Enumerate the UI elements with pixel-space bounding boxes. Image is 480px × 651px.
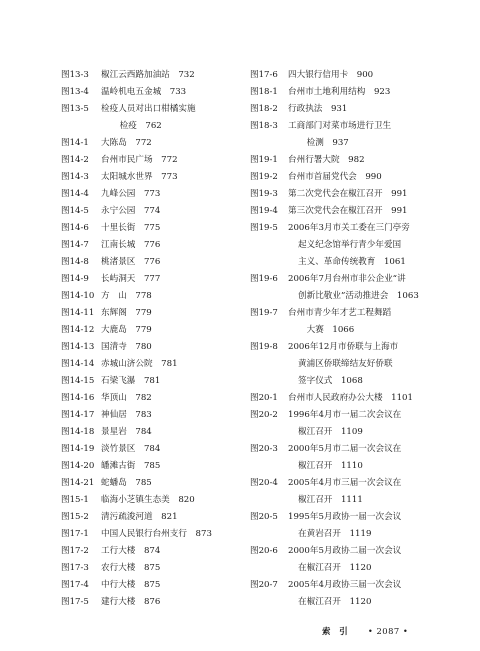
caption-line: 中行大楼 875 bbox=[101, 580, 161, 590]
figure-caption bbox=[101, 441, 251, 458]
caption-line: 大鹿岛 779 bbox=[101, 325, 152, 335]
figure-number: 图14-5 bbox=[61, 206, 89, 216]
caption-line: 在椒江召开 1120 bbox=[298, 597, 372, 607]
caption-line: 台州行署大院 982 bbox=[288, 155, 365, 165]
caption-line: 景星岩 784 bbox=[101, 427, 152, 437]
figure-number: 图14-12 bbox=[61, 325, 95, 335]
caption-line: 中国人民银行台州支行 873 bbox=[101, 529, 212, 539]
caption-line: 神仙居 783 bbox=[101, 410, 152, 420]
caption-line: 2005年4月市三届一次会议在 bbox=[288, 478, 402, 488]
figure-number: 图14-6 bbox=[61, 223, 89, 233]
index-entry bbox=[61, 152, 251, 169]
caption-line: 2000年5月政协二届一次会议 bbox=[288, 546, 402, 556]
caption-line: 检疫 762 bbox=[111, 121, 162, 131]
index-entry bbox=[250, 203, 475, 220]
figure-caption bbox=[101, 254, 251, 271]
index-entry bbox=[250, 305, 475, 339]
figure-number: 图14-14 bbox=[61, 359, 95, 369]
figure-caption bbox=[101, 288, 251, 305]
page-number: • 2087 • bbox=[367, 626, 409, 636]
index-entry bbox=[61, 509, 251, 526]
figure-caption bbox=[101, 509, 251, 526]
figure-caption bbox=[101, 152, 251, 169]
index-entry bbox=[250, 186, 475, 203]
footer-section-title: 索 引 bbox=[322, 626, 351, 636]
caption-line: 江南长城 776 bbox=[101, 240, 161, 250]
caption-line: 工商部门对菜市场进行卫生 bbox=[288, 121, 392, 131]
figure-caption bbox=[101, 560, 251, 577]
caption-line: 签字仪式 1068 bbox=[298, 376, 363, 386]
caption-line: 大陈岛 772 bbox=[101, 138, 152, 148]
figure-number: 图17-6 bbox=[250, 70, 278, 80]
caption-line: 台州市首届党代会 990 bbox=[288, 172, 382, 182]
index-entry bbox=[250, 339, 475, 390]
caption-line: 在椒江召开 1120 bbox=[298, 563, 372, 573]
caption-line: 工行大楼 874 bbox=[101, 546, 161, 556]
figure-number: 图19-4 bbox=[250, 206, 278, 216]
index-entry bbox=[250, 475, 475, 509]
index-entry bbox=[61, 305, 251, 322]
figure-caption bbox=[288, 509, 475, 543]
figure-number: 图14-17 bbox=[61, 410, 95, 420]
caption-line: 台州市青少年才艺工程舞蹈 bbox=[288, 308, 392, 318]
figure-caption bbox=[101, 237, 251, 254]
figure-number: 图14-16 bbox=[61, 393, 95, 403]
figure-number: 图13-5 bbox=[61, 104, 89, 114]
figure-number: 图17-5 bbox=[61, 597, 89, 607]
caption-line: 国清寺 780 bbox=[101, 342, 152, 352]
figure-number: 图18-3 bbox=[250, 121, 278, 131]
caption-line: 台州市人民政府办公大楼 1101 bbox=[288, 393, 413, 403]
caption-line: 2000年5月市二届一次会议在 bbox=[288, 444, 402, 454]
figure-caption bbox=[101, 67, 251, 84]
figure-caption bbox=[101, 475, 251, 492]
caption-line: 1995年5月政协一届一次会议 bbox=[288, 512, 402, 522]
index-entry bbox=[61, 492, 251, 509]
index-entry bbox=[61, 203, 251, 220]
index-entry bbox=[61, 390, 251, 407]
index-entry bbox=[61, 594, 251, 611]
index-entry bbox=[250, 220, 475, 271]
caption-line: 皤滩古街 785 bbox=[101, 461, 161, 471]
caption-line: 九峰公园 773 bbox=[101, 189, 161, 199]
caption-line: 温岭机电五金城 733 bbox=[101, 87, 187, 97]
caption-line: 淡竹景区 784 bbox=[101, 444, 161, 454]
figure-number: 图14-1 bbox=[61, 138, 89, 148]
caption-line: 椒江云西路加油站 732 bbox=[101, 70, 195, 80]
figure-number: 图14-19 bbox=[61, 444, 95, 454]
figure-number: 图20-2 bbox=[250, 410, 278, 420]
figure-number: 图14-15 bbox=[61, 376, 95, 386]
figure-number: 图17-4 bbox=[61, 580, 89, 590]
figure-number: 图13-3 bbox=[61, 70, 89, 80]
figure-number: 图18-2 bbox=[250, 104, 278, 114]
caption-line: 华顶山 782 bbox=[101, 393, 152, 403]
index-entry bbox=[250, 543, 475, 577]
figure-number: 图19-2 bbox=[250, 172, 278, 182]
index-left-column bbox=[61, 67, 251, 611]
index-entry bbox=[61, 220, 251, 237]
page-footer bbox=[322, 625, 408, 637]
figure-caption bbox=[101, 577, 251, 594]
index-entry bbox=[61, 458, 251, 475]
figure-caption bbox=[288, 407, 475, 441]
figure-caption bbox=[288, 203, 475, 220]
caption-line: 赤城山济公院 781 bbox=[101, 359, 178, 369]
caption-line: 四大银行信用卡 900 bbox=[288, 70, 374, 80]
figure-caption bbox=[288, 118, 475, 152]
index-entry bbox=[250, 101, 475, 118]
figure-caption bbox=[288, 101, 475, 118]
caption-line: 检疫人员对出口柑橘实施 bbox=[101, 104, 196, 114]
figure-number: 图18-1 bbox=[250, 87, 278, 97]
figure-caption bbox=[101, 339, 251, 356]
figure-caption bbox=[288, 152, 475, 169]
figure-number: 图19-1 bbox=[250, 155, 278, 165]
index-entry bbox=[61, 475, 251, 492]
index-entry bbox=[61, 84, 251, 101]
figure-caption bbox=[101, 356, 251, 373]
figure-caption bbox=[288, 84, 475, 101]
figure-number: 图20-6 bbox=[250, 546, 278, 556]
figure-caption bbox=[288, 339, 475, 390]
figure-number: 图14-3 bbox=[61, 172, 89, 182]
caption-line: 2006年7月台州市非公企业“讲 bbox=[288, 274, 406, 284]
figure-caption bbox=[288, 271, 475, 305]
caption-line: 农行大楼 875 bbox=[101, 563, 161, 573]
figure-caption bbox=[101, 203, 251, 220]
caption-line: 在黄岩召开 1119 bbox=[298, 529, 372, 539]
index-entry bbox=[250, 441, 475, 475]
caption-line: 桃渚景区 776 bbox=[101, 257, 161, 267]
figure-caption bbox=[101, 322, 251, 339]
caption-line: 2006年12月市侨联与上海市 bbox=[288, 342, 399, 352]
index-entry bbox=[61, 271, 251, 288]
figure-number: 图15-1 bbox=[61, 495, 89, 505]
figure-caption bbox=[101, 458, 251, 475]
caption-line: 石梁飞瀑 781 bbox=[101, 376, 161, 386]
figure-number: 图17-1 bbox=[61, 529, 89, 539]
figure-caption bbox=[101, 271, 251, 288]
index-entry bbox=[61, 577, 251, 594]
caption-line: 清污疏浚河道 821 bbox=[101, 512, 178, 522]
figure-caption bbox=[288, 186, 475, 203]
caption-line: 黄浦区侨联缔结友好侨联 bbox=[298, 359, 393, 369]
index-entry bbox=[250, 84, 475, 101]
figure-number: 图20-3 bbox=[250, 444, 278, 454]
index-entry bbox=[61, 356, 251, 373]
caption-line: 永宁公园 774 bbox=[101, 206, 161, 216]
figure-caption bbox=[101, 390, 251, 407]
figure-number: 图19-7 bbox=[250, 308, 278, 318]
figure-number: 图15-2 bbox=[61, 512, 89, 522]
caption-line: 长屿洞天 777 bbox=[101, 274, 161, 284]
figure-number: 图17-2 bbox=[61, 546, 89, 556]
figure-caption bbox=[101, 526, 251, 543]
index-entry bbox=[250, 169, 475, 186]
index-entry bbox=[61, 339, 251, 356]
caption-line: 起义纪念馆举行青少年爱国 bbox=[298, 240, 402, 250]
caption-line: 主义、革命传统教育 1061 bbox=[298, 257, 406, 267]
index-entry bbox=[250, 67, 475, 84]
caption-line: 台州市民广场 772 bbox=[101, 155, 178, 165]
figure-caption bbox=[101, 407, 251, 424]
figure-caption bbox=[288, 67, 475, 84]
figure-number: 图14-20 bbox=[61, 461, 95, 471]
figure-number: 图14-9 bbox=[61, 274, 89, 284]
figure-caption bbox=[101, 594, 251, 611]
figure-caption bbox=[101, 84, 251, 101]
figure-number: 图13-4 bbox=[61, 87, 89, 97]
figure-caption bbox=[101, 492, 251, 509]
figure-number: 图19-5 bbox=[250, 223, 278, 233]
index-entry bbox=[250, 509, 475, 543]
figure-caption bbox=[288, 441, 475, 475]
caption-line: 建行大楼 876 bbox=[101, 597, 161, 607]
caption-line: 台州市土地利用结构 923 bbox=[288, 87, 391, 97]
index-entry bbox=[61, 373, 251, 390]
index-entry bbox=[61, 322, 251, 339]
caption-line: 椒江召开 1110 bbox=[298, 461, 363, 471]
figure-caption bbox=[101, 543, 251, 560]
figure-number: 图20-1 bbox=[250, 393, 278, 403]
index-entry bbox=[250, 271, 475, 305]
index-entry bbox=[61, 560, 251, 577]
figure-caption bbox=[101, 135, 251, 152]
figure-number: 图20-5 bbox=[250, 512, 278, 522]
caption-line: 2006年3月市关工委在三门亭旁 bbox=[288, 223, 410, 233]
caption-line: 2005年4月政协三届一次会议 bbox=[288, 580, 402, 590]
index-right-column bbox=[250, 67, 475, 611]
figure-number: 图19-3 bbox=[250, 189, 278, 199]
figure-caption bbox=[288, 475, 475, 509]
figure-number: 图14-10 bbox=[61, 291, 95, 301]
index-entry bbox=[61, 135, 251, 152]
figure-number: 图14-21 bbox=[61, 478, 95, 488]
caption-line: 临海小芝镇生态美 820 bbox=[101, 495, 195, 505]
figure-number: 图17-3 bbox=[61, 563, 89, 573]
figure-caption bbox=[288, 220, 475, 271]
index-entry bbox=[61, 67, 251, 84]
figure-caption bbox=[101, 305, 251, 322]
index-entry bbox=[61, 169, 251, 186]
index-entry bbox=[250, 407, 475, 441]
index-entry bbox=[250, 118, 475, 152]
caption-line: 椒江召开 1111 bbox=[298, 495, 363, 505]
figure-number: 图19-6 bbox=[250, 274, 278, 284]
figure-number: 图20-7 bbox=[250, 580, 278, 590]
figure-caption bbox=[101, 424, 251, 441]
index-entry bbox=[61, 424, 251, 441]
figure-number: 图14-18 bbox=[61, 427, 95, 437]
figure-caption bbox=[101, 373, 251, 390]
caption-line: 检测 937 bbox=[298, 138, 349, 148]
figure-caption bbox=[101, 101, 251, 135]
figure-caption bbox=[288, 543, 475, 577]
figure-caption bbox=[288, 305, 475, 339]
caption-line: 第三次党代会在椒江召开 991 bbox=[288, 206, 408, 216]
figure-number: 图14-13 bbox=[61, 342, 95, 352]
caption-line: 十里长街 775 bbox=[101, 223, 161, 233]
caption-line: 东辉阁 779 bbox=[101, 308, 152, 318]
figure-caption bbox=[101, 169, 251, 186]
index-entry bbox=[61, 254, 251, 271]
index-entry bbox=[61, 288, 251, 305]
figure-number: 图20-4 bbox=[250, 478, 278, 488]
caption-line: 创新比敬业”活动推进会 1063 bbox=[298, 291, 419, 301]
figure-caption bbox=[288, 390, 475, 407]
index-entry bbox=[61, 441, 251, 458]
figure-number: 图14-7 bbox=[61, 240, 89, 250]
caption-line: 椒江召开 1109 bbox=[298, 427, 363, 437]
figure-caption bbox=[288, 577, 475, 611]
figure-number: 图19-8 bbox=[250, 342, 278, 352]
caption-line: 1996年4月市一届二次会议在 bbox=[288, 410, 402, 420]
figure-caption bbox=[101, 220, 251, 237]
caption-line: 大赛 1066 bbox=[298, 325, 355, 335]
caption-line: 行政执法 931 bbox=[288, 104, 348, 114]
index-entry bbox=[61, 237, 251, 254]
index-entry bbox=[61, 526, 251, 543]
caption-line: 太阳城水世界 773 bbox=[101, 172, 178, 182]
figure-caption bbox=[101, 186, 251, 203]
figure-number: 图14-11 bbox=[61, 308, 95, 318]
index-entry bbox=[250, 577, 475, 611]
figure-number: 图14-4 bbox=[61, 189, 89, 199]
caption-line: 第二次党代会在椒江召开 991 bbox=[288, 189, 408, 199]
caption-line: 蛇蟠岛 785 bbox=[101, 478, 152, 488]
index-entry bbox=[61, 543, 251, 560]
index-entry bbox=[250, 390, 475, 407]
index-entry bbox=[61, 186, 251, 203]
figure-number: 图14-2 bbox=[61, 155, 89, 165]
index-entry bbox=[61, 407, 251, 424]
figure-caption bbox=[288, 169, 475, 186]
caption-line: 方 山 778 bbox=[101, 291, 152, 301]
index-entry bbox=[250, 152, 475, 169]
index-entry bbox=[61, 101, 251, 135]
figure-number: 图14-8 bbox=[61, 257, 89, 267]
